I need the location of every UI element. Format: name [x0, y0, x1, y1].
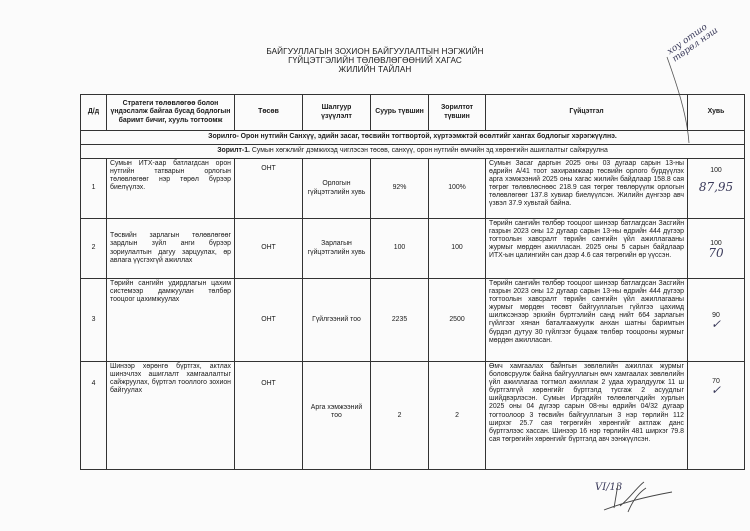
row-budget: ОНТ — [235, 219, 303, 279]
row-budget: ОНТ — [235, 362, 303, 470]
row-indicator: Гүйлгээний тоо — [303, 279, 371, 362]
objective-text: Сумын хөгжлийг дэмжихэд чиглэсэн төсөв, санхүү, орон нутгийн өмчийн эд хөрөнгийн ашиглалтыг сайжруулна — [251, 147, 608, 155]
row-percent-cell — [688, 159, 745, 219]
checkmark-icon: ✓ — [710, 317, 722, 331]
row-performance: Сумын Засаг даргын 2025 оны 03 дугаар сарын 13-ны өдрийн А/41 тоот захирамжаар төсвийн орлого бүрдүүлэх арга хэмжээний 2025 оны хагас жилийн байдлаар 158.8 сая төгрөг төлөвлөснөөс 218.9 сая төгрөг төвлөрүүлж орлогын төлөвлөгөөг 137.8 хувиар биелүүлсэн. Жилийн дүнгээр авч үзвэл 37.9 хувьтай байна. — [486, 159, 688, 219]
handwritten-percent: 70 — [708, 245, 724, 260]
header-target: Зорилтот түвшин — [429, 95, 486, 131]
row-target: 100 — [429, 219, 486, 279]
row-percent: 100 — [710, 167, 722, 174]
row-indicator: Арга хэмжээний тоо — [303, 362, 371, 470]
title-line-2: ГҮЙЦЭТГЭЛИЙН ТӨЛӨВЛӨГӨӨНИЙ ХАГАС — [288, 56, 462, 66]
row-indicator: Орлогын гүйцэтгэлийн хувь — [303, 159, 371, 219]
handwritten-percent: 87,95 — [698, 180, 734, 195]
title-line-3: ЖИЛИЙН ТАЙЛАН — [338, 65, 412, 75]
row-indicator: Зарлагын гүйцэтгэлийн хувь — [303, 219, 371, 279]
row-strategy: Төрийн сангийн удирдлагын цахим системээр дамжуулан төлбөр тооцоог цахимжуулах — [107, 279, 235, 362]
row-baseline: 2 — [371, 362, 429, 470]
table-row — [81, 362, 745, 470]
objective-cell — [81, 145, 745, 159]
row-target: 100% — [429, 159, 486, 219]
objective-row — [81, 145, 745, 159]
table-row — [81, 159, 745, 219]
goal-text: Зорилго- Орон нутгийн Санхүү, эдийн засаг, төсвийн тогтвортой, хүртээмжтэй өсөлтийг хангах бодлогыг хэрэгжүүлнэ. — [81, 131, 745, 145]
row-percent-cell — [688, 279, 745, 362]
goal-row — [81, 131, 745, 145]
header-num: Д/д — [81, 95, 107, 131]
header-row — [81, 95, 745, 131]
row-num: 3 — [81, 279, 107, 362]
row-num: 4 — [81, 362, 107, 470]
row-performance: Төрийн сангийн төлбөр тооцоог шинээр батлагдсан Засгийн газрын 2023 оны 12 дугаар сарын 13-ны өдрийн 444 дүгээр тогтоолын хавсралт төрийн сангийн үйл ажиллагааны журмыг мөрдөн ажилласан. 2025 оны 5 сарын байдлаар ИТХ-ын цалингийн сан дээр 4.6 сая төгрөгийн өр үүссэн. — [486, 219, 688, 279]
row-num: 1 — [81, 159, 107, 219]
checkmark-icon: ✓ — [710, 383, 722, 398]
handwritten-note: хоу отшо төрөл нэш — [665, 22, 721, 65]
title-line-1: БАЙГУУЛЛАГЫН ЗОХИОН БАЙГУУЛАЛТЫН НЭГЖИЙН — [266, 47, 484, 56]
header-indicator: Шалгуур үзүүлэлт — [303, 95, 371, 131]
table-row — [81, 279, 745, 362]
signature-icon — [600, 478, 680, 518]
header-performance: Гүйцэтгэл — [486, 95, 688, 131]
document-title — [0, 47, 750, 75]
row-budget: ОНТ — [235, 159, 303, 219]
row-num: 2 — [81, 219, 107, 279]
header-strategy: Стратеги төлөвлөгөө болон үндэслэлж байгаа бусад бодлогын баримт бичиг, хууль тогтоомж — [107, 95, 235, 131]
header-percent: Хувь — [688, 95, 745, 131]
table-row — [81, 219, 745, 279]
row-strategy: Сумын ИТХ-аар батлагдсан орон нутгийн татварын орлогын төлөвлөгөөг нэр төрөл бүрээр биелүүлэх. — [107, 159, 235, 219]
row-percent: 90 — [712, 311, 720, 319]
row-percent: 100 — [710, 240, 722, 248]
row-baseline: 100 — [371, 219, 429, 279]
row-target: 2500 — [429, 279, 486, 362]
row-percent-cell — [688, 219, 745, 279]
objective-label: Зорилт-1. — [217, 147, 250, 155]
header-baseline: Суурь түвшин — [371, 95, 429, 131]
report-table — [80, 94, 745, 470]
row-budget: ОНТ — [235, 279, 303, 362]
row-strategy: Төсвийн зарлагын төлөвлөгөөг зардлын зүйл анги бүрээр зориулалтын дагуу зарцуулах, өр авлага үүсгэхгүй ажиллах — [107, 219, 235, 279]
row-baseline: 92% — [371, 159, 429, 219]
row-strategy: Шинээр хөрөнгө бүртгэх, актлах шинэчлэх ашиглалт хамгаалалтыг сайжруулах, бүртгэл тооллого зохион байгуулах — [107, 362, 235, 470]
row-target: 2 — [429, 362, 486, 470]
row-baseline: 2235 — [371, 279, 429, 362]
row-performance: Өмч хамгаалах байнгын зөвлөлийн ажиллах журмыг боловсруулж байна байгууллагын өмч хамгаалах зөвлөлийн үйл ажиллагаа тогтмол ажиллаж 2 удаа хуралдуулж 11 ш бүртгэлгүй хөрөнгийг бүртгэлд тусгаж 2 асуудлыг шийдвэрлэсэн. Сумын Иргэдийн төлөөлөгчдийн хурлын 2025 оны 04 дүгээр сарын 08-ны өдрийн 04/32 дугаар тогтоолоор 3 төсвийн байгууллагын 3 нэр төрлийн 112 ширхэг 25.7 сая төгрөгийн хөрөнгийг актлаж данс бүртгэлээс хассан. Шинээр 16 нэр төрлийн 481 ширхэг 79.8 сая төгрөгийн хөрөнгийг бүртгэлд авч ээнжүүлсэн. — [486, 362, 688, 470]
row-percent-cell — [688, 362, 745, 470]
row-percent: 70 — [712, 378, 720, 385]
row-performance: Төрийн сангийн төлбөр тооцоог шинээр батлагдсан Засгийн газрын 2023 оны 12 дугаар сарын 13-ны өдрийн 444 дүгээр тогтоолын хавсралт төрийн сангийн үйл ажиллагааны журмыг мөрдөн төсөвт байгууллагын гүйлгээ цахимд шилжсэнээр эрхийн бүртгэлийн санд нийт 664 зарлагын гүйлгээг хянан баталгаажуулж анхан шатны баримтын бүрдэл дутуу 30 гүйлгээг буцааж төлбөр тооцооны журмыг мөрдөн ажилласан. — [486, 279, 688, 362]
signature-date: VI/13 — [595, 482, 623, 493]
header-budget: Төсөв — [235, 95, 303, 131]
